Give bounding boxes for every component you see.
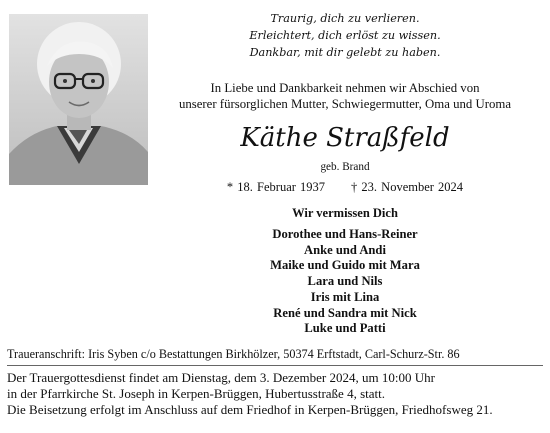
- intro-line: unserer fürsorglichen Mutter, Schwiegermutter, Oma und Uroma: [178, 97, 512, 111]
- mourners-heading: Wir vermissen Dich: [292, 206, 398, 220]
- death-date: † 23. November 2024: [351, 180, 464, 194]
- intro-text: [150, 80, 540, 112]
- intro-line: In Liebe und Dankbarkeit nehmen wir Abschied von: [210, 81, 480, 95]
- portrait-photo: [9, 14, 148, 185]
- birth-date: * 18. Februar 1937: [226, 180, 326, 194]
- service-line: in der Pfarrkirche St. Joseph in Kerpen-Brüggen, Hubertusstraße 4, statt.: [7, 386, 385, 401]
- poem: [150, 10, 540, 61]
- service-info: [7, 370, 547, 418]
- mourner-line: Dorothee und Hans-Reiner: [272, 227, 418, 241]
- mourning-address: Traueranschrift: Iris Syben c/o Bestattungen Birkhölzer, 50374 Erftstadt, Carl-Schurz-Str. 86: [7, 347, 460, 361]
- life-dates: [150, 179, 540, 195]
- mourner-line: Lara und Nils: [307, 274, 383, 289]
- mourner-line: René und Sandra mit Nick: [273, 305, 417, 320]
- mourners-list: [150, 227, 540, 337]
- deceased-name: Käthe Straßfeld: [240, 123, 450, 153]
- divider: [7, 365, 543, 366]
- service-line: Der Trauergottesdienst findet am Dienstag, dem 3. Dezember 2024, um 10:00 Uhr: [7, 370, 435, 385]
- poem-line: Erleichtert, dich erlöst zu wissen.: [249, 29, 441, 42]
- poem-line: Traurig, dich zu verlieren.: [270, 12, 420, 25]
- mourner-line: Luke und Patti: [304, 321, 386, 336]
- mourner-line: Iris mit Lina: [310, 289, 380, 304]
- mourner-line: Anke und Andi: [304, 242, 386, 257]
- birth-name: geb. Brand: [320, 161, 370, 173]
- poem-line: Dankbar, mit dir gelebt zu haben.: [249, 46, 441, 59]
- mourner-line: Maike und Guido mit Mara: [270, 258, 420, 273]
- service-line: Die Beisetzung erfolgt im Anschluss auf dem Friedhof in Kerpen-Brüggen, Friedhofsweg 21.: [7, 402, 493, 417]
